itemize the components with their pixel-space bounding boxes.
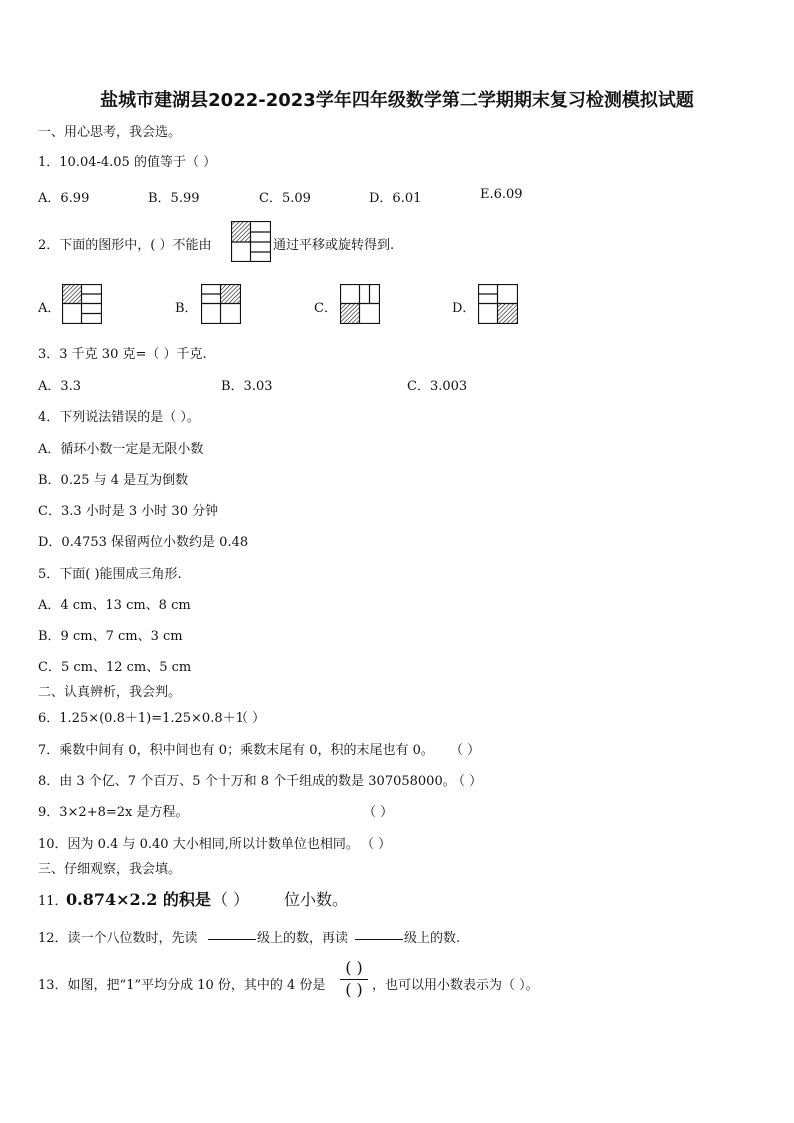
q7-answer-blank[interactable]: （ ） — [450, 743, 481, 758]
q2-option-c-label: C． — [314, 301, 337, 316]
question-2-stem-pre: 2．下面的图形中，( ）不能由 — [38, 238, 212, 253]
q2-option-a-label: A． — [38, 301, 61, 316]
question-11-tail: 位小数。 — [284, 890, 349, 909]
q2-option-a-figure[interactable] — [62, 284, 102, 324]
question-5-stem: 5．下面( )能围成三角形. — [38, 567, 182, 582]
section-heading-3: 三、仔细观察，我会填。 — [38, 862, 182, 877]
q5-option-b: B．9 cm、7 cm、3 cm — [38, 629, 183, 644]
question-3-stem: 3．3 千克 30 克=（ ）千克. — [38, 347, 207, 362]
q1-option-e: E.6.09 — [480, 187, 523, 202]
section-heading-1: 一、用心思考，我会选。 — [38, 125, 182, 140]
question-7-stem: 7．乘数中间有 0，积中间也有 0；乘数末尾有 0，积的末尾也有 0。 — [38, 743, 434, 758]
question-9-stem: 9．3×2+8=2x 是方程。 — [38, 805, 189, 820]
q10-answer-blank[interactable]: （ ） — [361, 837, 392, 852]
question-10-stem: 10．因为 0.4 与 0.40 大小相同,所以计数单位也相同。 — [38, 837, 359, 852]
q3-option-a: A．3.3 — [38, 379, 82, 394]
question-13-post: ，也可以用小数表示为（ ）。 — [372, 978, 539, 993]
q2-option-d-figure[interactable] — [478, 284, 518, 324]
question-12-mid: 级上的数，再读 — [257, 931, 349, 946]
q2-option-d-label: D． — [452, 301, 476, 316]
q12-blank-2[interactable] — [355, 927, 403, 940]
question-2-stem-post: 通过平移或旋转得到. — [273, 238, 395, 253]
q2-option-c-figure[interactable] — [340, 284, 380, 324]
q11-answer-blank[interactable]: （ ） — [212, 890, 250, 909]
q5-option-c: C．5 cm、12 cm、5 cm — [38, 660, 192, 675]
q3-option-b: B．3.03 — [221, 379, 273, 394]
question-12-pre: 12．读一个八位数时，先读 — [38, 931, 198, 946]
q4-option-d: D．0.4753 保留两位小数约是 0.48 — [38, 535, 249, 550]
q1-option-d: D．6.01 — [369, 191, 422, 206]
q4-option-b: B．0.25 与 4 是互为倒数 — [38, 473, 189, 488]
q13-fraction-numerator[interactable]: ( ) — [345, 958, 363, 977]
section-heading-2: 二、认真辨析，我会判。 — [38, 685, 182, 700]
q1-option-a: A．6.99 — [38, 191, 90, 206]
question-4-stem: 4．下列说法错误的是（ ）。 — [38, 410, 200, 425]
q2-reference-figure — [231, 221, 271, 262]
q8-answer-blank[interactable]: （ ） — [452, 774, 483, 789]
q6-answer-blank[interactable]: （ ） — [235, 711, 266, 726]
q4-option-a: A．循环小数一定是无限小数 — [38, 442, 204, 457]
page-title: 盐城市建湖县2022-2023学年四年级数学第二学期期末复习检测模拟试题 — [100, 90, 694, 111]
q3-option-c: C．3.003 — [407, 379, 468, 394]
q12-blank-1[interactable] — [208, 927, 256, 940]
question-11-expression: 0.874×2.2 的积是 — [66, 890, 211, 909]
q1-option-b: B．5.99 — [148, 191, 200, 206]
q2-option-b-label: B． — [175, 301, 198, 316]
q13-fraction-blank[interactable] — [338, 958, 370, 1002]
question-1-stem: 1．10.04-4.05 的值等于（ ） — [38, 155, 217, 170]
q9-answer-blank[interactable]: （ ） — [363, 805, 394, 820]
q13-fraction-denominator[interactable]: ( ) — [345, 980, 363, 999]
q4-option-c: C．3.3 小时是 3 小时 30 分钟 — [38, 504, 219, 519]
question-6-stem: 6．1.25×(0.8＋1)=1.25×0.8＋1 — [38, 711, 244, 726]
question-8-stem: 8．由 3 个亿、7 个百万、5 个十万和 8 个千组成的数是 307058000。 — [38, 774, 456, 789]
q1-option-c: C．5.09 — [259, 191, 311, 206]
question-12-post: 级上的数. — [404, 931, 461, 946]
question-13-pre: 13．如图，把“1”平均分成 10 份，其中的 4 份是 — [38, 978, 326, 993]
q2-option-b-figure[interactable] — [201, 284, 241, 324]
question-11-number: 11． — [38, 894, 68, 909]
q5-option-a: A．4 cm、13 cm、8 cm — [38, 598, 191, 613]
